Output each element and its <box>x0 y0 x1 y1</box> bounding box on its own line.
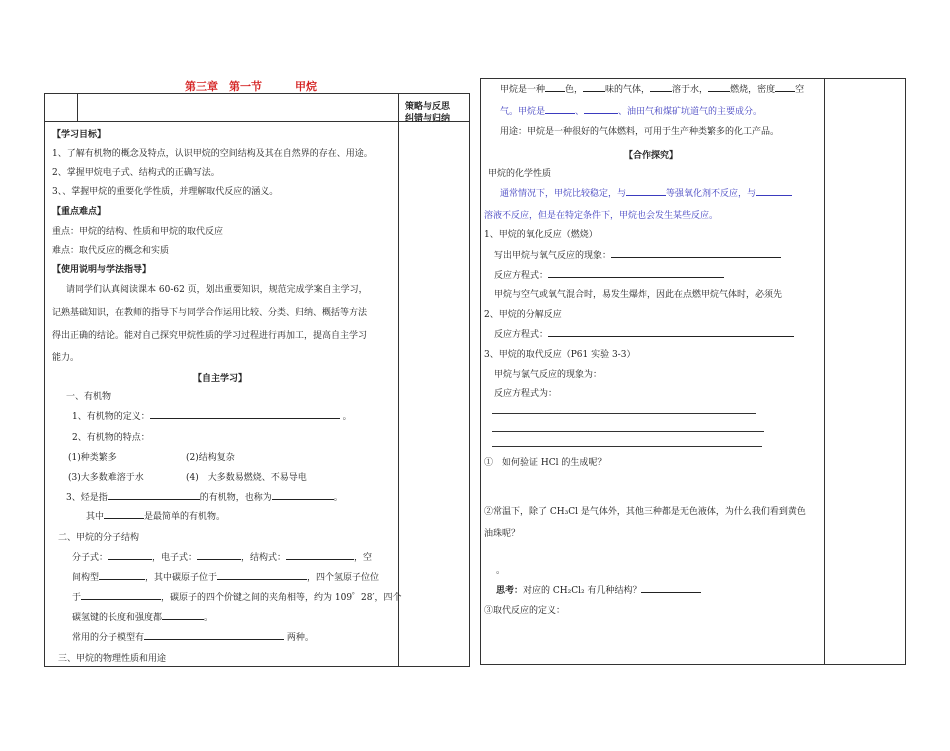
section-structure: 二、甲烷的分子结构 <box>58 533 140 543</box>
structure-line-2: 间构型 ，其中碳原子位于 ，四个氢原子位位 <box>72 570 379 583</box>
goal-1: 1、了解有机物的概念及特点，认识甲烷的空间结构及其在自然界的存在、用途。 <box>52 149 373 159</box>
self-study-heading: 【自主学习】 <box>193 374 248 384</box>
cooperative-heading: 【合作探究】 <box>624 151 679 161</box>
guide-line: 能力。 <box>52 353 80 363</box>
goal-2: 2、掌握甲烷电子式、结构式的正确写法。 <box>52 168 220 178</box>
goals-heading: 【学习目标】 <box>52 130 107 140</box>
feature-3: (3)大多数难溶于水 <box>68 473 144 483</box>
methane-uses: 用途：甲烷是一种很好的气体燃料，可用于生产种类繁多的化工产品。 <box>500 127 780 137</box>
explosion-warning: 甲烷与空气或氧气混合时，易发生爆炸，因此在点燃甲烷气体时，必须先 <box>494 290 783 300</box>
feature-1: (1)种类繁多 <box>68 453 117 463</box>
substitution-equation: 反应方程式为： <box>494 389 558 399</box>
question-2: ②常温下，除了 CH₃Cl 是气体外，其他三种都是无色液体，为什么我们看到黄色 <box>484 507 806 517</box>
chemical-properties: 甲烷的化学性质 <box>488 169 552 179</box>
oxidation-heading: 1、甲烷的氧化反应（燃烧） <box>484 230 598 240</box>
goal-3: 3、、掌握甲烷的重要化学性质，并理解取代反应的涵义。 <box>52 187 279 197</box>
difficulty-point: 难点：取代反应的概念和实质 <box>52 246 170 256</box>
correction-label: 纠错与归纳 <box>405 114 451 124</box>
question-2-cont: 油珠呢？ <box>484 529 521 539</box>
hydrocarbon-definition: 3、烃是指 的有机物，也称为 。 <box>66 490 343 503</box>
strategy-label: 策略与反思 <box>405 102 451 112</box>
guide-line: 得出正确的结论。能对自己探究甲烷性质的学习过程进行再加工，提高自主学习 <box>52 331 368 341</box>
stability-line-1: 通常情况下，甲烷比较稳定，与 等强氧化剂不反应，与 <box>500 186 792 199</box>
think-question: 思考：对应的 CH₂Cl₂ 有几种结构？ <box>496 583 701 596</box>
page-title: 第三章 第一节 甲烷 <box>185 80 317 93</box>
guide-heading: 【使用说明与学法指导】 <box>52 265 152 275</box>
physical-properties: 甲烷是一种 色， 味的气体， 溶于水， 燃烧，密度 空 <box>500 82 804 95</box>
dot-mark: 。 <box>496 566 506 576</box>
substitution-heading: 3、甲烷的取代反应（P61 实验 3-3） <box>484 350 636 360</box>
oxidation-equation: 反应方程式： <box>494 268 724 281</box>
section-physical: 三、甲烷的物理性质和用途 <box>58 654 167 664</box>
key-point: 重点：甲烷的结构、性质和甲烷的取代反应 <box>52 227 224 237</box>
organic-definition: 1、有机物的定义： 。 <box>72 409 352 422</box>
structure-line-1: 分子式： ，电子式： ，结构式： ，空 <box>72 550 372 563</box>
methane-sources: 气。甲烷是 、 、油田气和煤矿坑道气的主要成分。 <box>500 104 762 117</box>
section-organic: 一、有机物 <box>66 392 112 402</box>
stability-line-2: 溶液不反应，但是在特定条件下，甲烷也会发生某些反应。 <box>484 211 719 221</box>
key-heading: 【重点难点】 <box>52 207 107 217</box>
structure-line-4: 碳氢键的长度和强度都 。 <box>72 610 213 623</box>
question-3: ③取代反应的定义： <box>484 606 566 616</box>
feature-2: (2)结构复杂 <box>186 453 235 463</box>
decomposition-equation: 反应方程式： <box>494 327 794 340</box>
decomposition-heading: 2、甲烷的分解反应 <box>484 310 562 320</box>
question-1: ① 如何验证 HCl 的生成呢？ <box>484 458 607 468</box>
oxidation-phenomenon: 写出甲烷与氧气反应的现象： <box>494 248 781 261</box>
structure-line-5: 常用的分子模型有 两种。 <box>72 630 314 643</box>
guide-line: 记熟基础知识，在教师的指导下与同学合作运用比较、分类、归纳、概括等方法 <box>52 308 368 318</box>
feature-4: (4) 大多数易燃烧、不易导电 <box>186 473 307 483</box>
organic-features: 2、有机物的特点： <box>72 433 150 443</box>
structure-line-3: 于 ，碳原子的四个价键之间的夹角相等，约为 109゜28′，四个 <box>72 590 402 603</box>
simplest-organic: 其中 是最简单的有机物。 <box>86 509 225 522</box>
substitution-phenomenon: 甲烷与氯气反应的现象为： <box>494 370 603 380</box>
guide-line: 请同学们认真阅读课本 60-62 页，划出重要知识，规范完成学案自主学习， <box>66 285 368 295</box>
